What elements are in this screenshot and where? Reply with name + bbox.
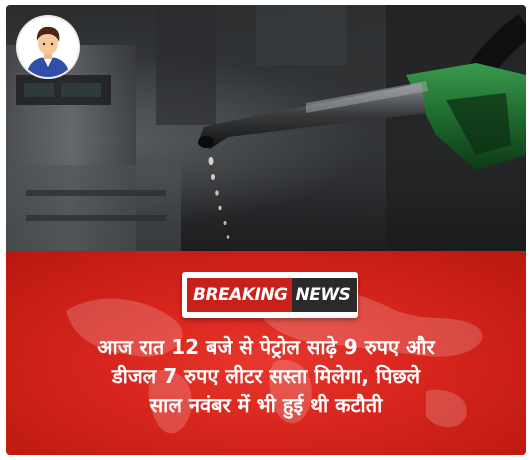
breaking-news-badge xyxy=(182,272,358,318)
news-label: NEWS xyxy=(292,278,358,312)
headline-line-2: डीजल 7 रुपए लीटर सस्ता मिलेगा, पिछले xyxy=(111,364,421,388)
user-avatar-icon[interactable] xyxy=(18,17,78,77)
news-card xyxy=(6,5,526,455)
headline-line-1: आज रात 12 बजे से पेट्रोल साढ़े 9 रुपए और xyxy=(97,335,435,359)
headline xyxy=(26,333,506,420)
person-icon xyxy=(18,17,78,77)
breaking-label: BREAKING xyxy=(187,278,292,312)
fuel-nozzle-photo xyxy=(6,5,526,251)
fuel-nozzle-illustration xyxy=(6,5,526,251)
headline-line-3: साल नवंबर में भी हुई थी कटौती xyxy=(149,393,383,417)
news-panel xyxy=(6,251,526,455)
